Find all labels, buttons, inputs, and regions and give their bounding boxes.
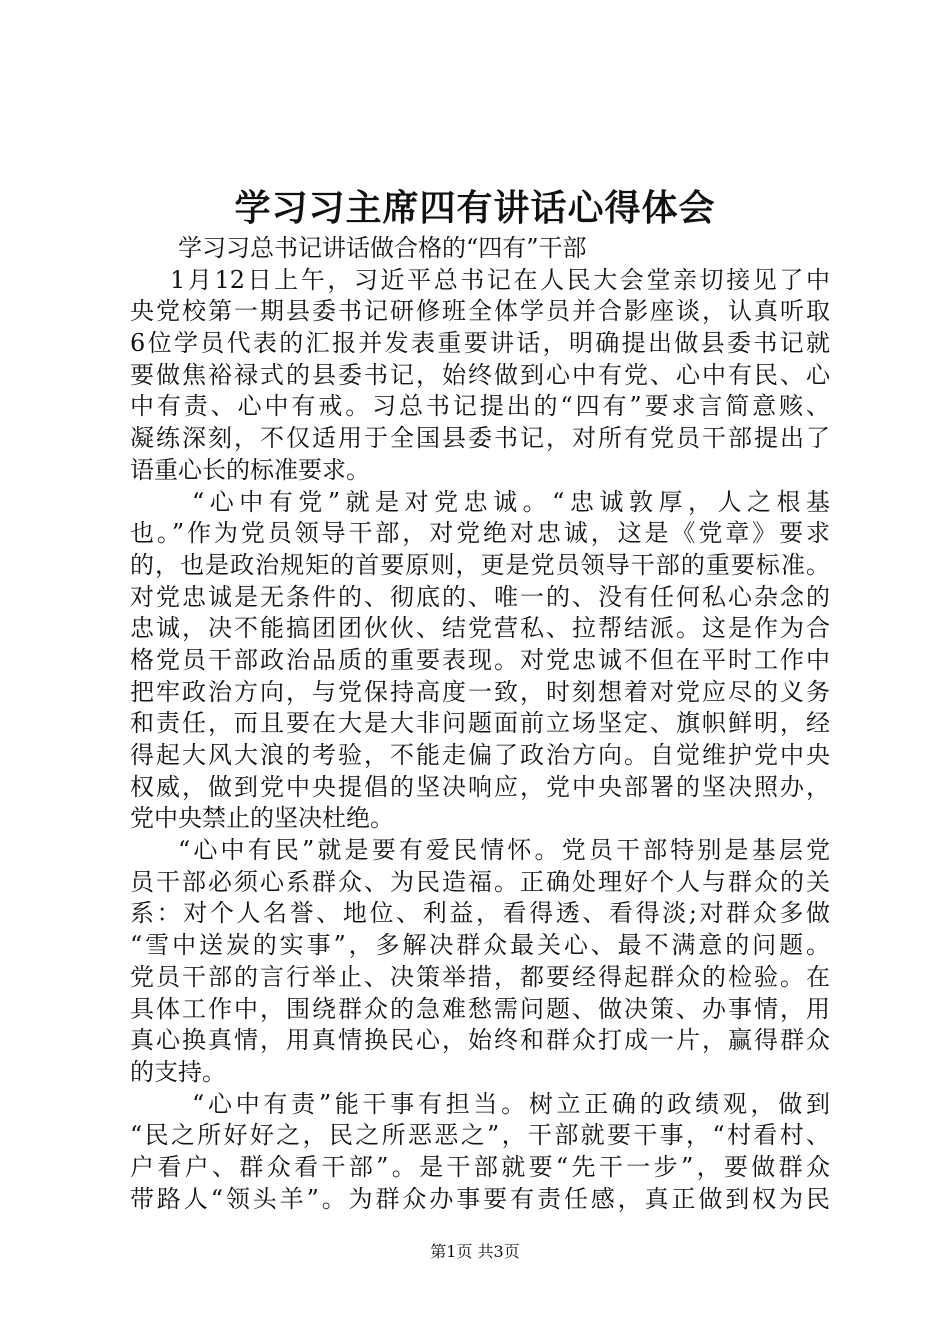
document-body — [130, 233, 830, 1215]
body-line: 得起大风大浪的考验，不能走偏了政治方向。自觉维护党中央 — [130, 741, 830, 769]
body-line: “民之所好好之，民之所恶恶之”，干部就要干事，“村看村、 — [130, 1121, 830, 1150]
body-line: 6位学员代表的汇报并发表重要讲话，明确提出做县委书记就 — [130, 329, 830, 358]
body-line: 的，也是政治规矩的首要原则，更是党员领导干部的重要标准。 — [130, 550, 830, 579]
body-line: 语重心长的标准要求。 — [130, 455, 370, 484]
body-line: 1月12日上午，习近平总书记在人民大会堂亲切接见了中 — [170, 265, 830, 294]
body-line: 具体工作中，围绕群众的急难愁需问题、做决策、办事情，用 — [130, 994, 830, 1023]
body-line: 对党忠诚是无条件的、彻底的、唯一的、没有任何私心杂念的 — [130, 582, 830, 611]
body-line: 忠诚，决不能搞团团伙伙、结党营私、拉帮结派。这是作为合 — [130, 614, 830, 643]
body-line: 央党校第一期县委书记研修班全体学员并合影座谈，认真听取 — [130, 297, 830, 326]
subtitle-line: 学习习总书记讲话做合格的“四有”干部 — [178, 234, 587, 262]
body-line: “心中有责”能干事有担当。树立正确的政绩观，做到 — [192, 1089, 830, 1118]
body-line: 系：对个人名誉、地位、利益，看得透、看得淡;对群众多做 — [130, 899, 830, 928]
body-line: “心中有党”就是对党忠诚。“忠诚敦厚，人之根基 — [192, 487, 830, 516]
body-line: 权威，做到党中央提倡的坚决响应，党中央部署的坚决照办， — [130, 772, 830, 801]
body-line: 党中央禁止的坚决杜绝。 — [130, 804, 394, 833]
body-line: 真心换真情，用真情换民心，始终和群众打成一片，赢得群众 — [130, 1026, 830, 1055]
body-line: 和责任，而且要在大是大非问题面前立场坚定、旗帜鲜明，经 — [130, 709, 830, 738]
body-line: 员干部必须心系群众、为民造福。正确处理好个人与群众的关 — [130, 867, 830, 896]
body-line: “雪中送炭的实事”，多解决群众最关心、最不满意的问题。 — [130, 931, 830, 960]
page-number-footer: 第1页 共3页 — [430, 1242, 520, 1261]
body-line: 也。”作为党员领导干部，对党绝对忠诚，这是《党章》要求 — [130, 519, 830, 548]
body-line: 党员干部的言行举止、决策举措，都要经得起群众的检验。在 — [130, 962, 830, 991]
body-line: 户看户、群众看干部”。是干部就要“先干一步”，要做群众 — [130, 1152, 830, 1181]
body-line: 的支持。 — [130, 1057, 226, 1086]
document-title: 学习习主席四有讲话心得体会 — [234, 187, 716, 229]
body-line: 中有责、心中有戒。习总书记提出的“四有”要求言简意赅、 — [130, 392, 830, 421]
body-line: 要做焦裕禄式的县委书记，始终做到心中有党、心中有民、心 — [130, 360, 830, 389]
body-line: 格党员干部政治品质的重要表现。对党忠诚不但在平时工作中 — [130, 645, 830, 674]
body-line: “心中有民”就是要有爱民情怀。党员干部特别是基层党 — [178, 836, 830, 865]
body-line: 带路人“领头羊”。为群众办事要有责任感，真正做到权为民 — [130, 1184, 830, 1213]
body-line: 凝练深刻，不仅适用于全国县委书记，对所有党员干部提出了 — [130, 424, 830, 453]
body-line: 把牢政治方向，与党保持高度一致，时刻想着对党应尽的义务 — [130, 677, 830, 706]
